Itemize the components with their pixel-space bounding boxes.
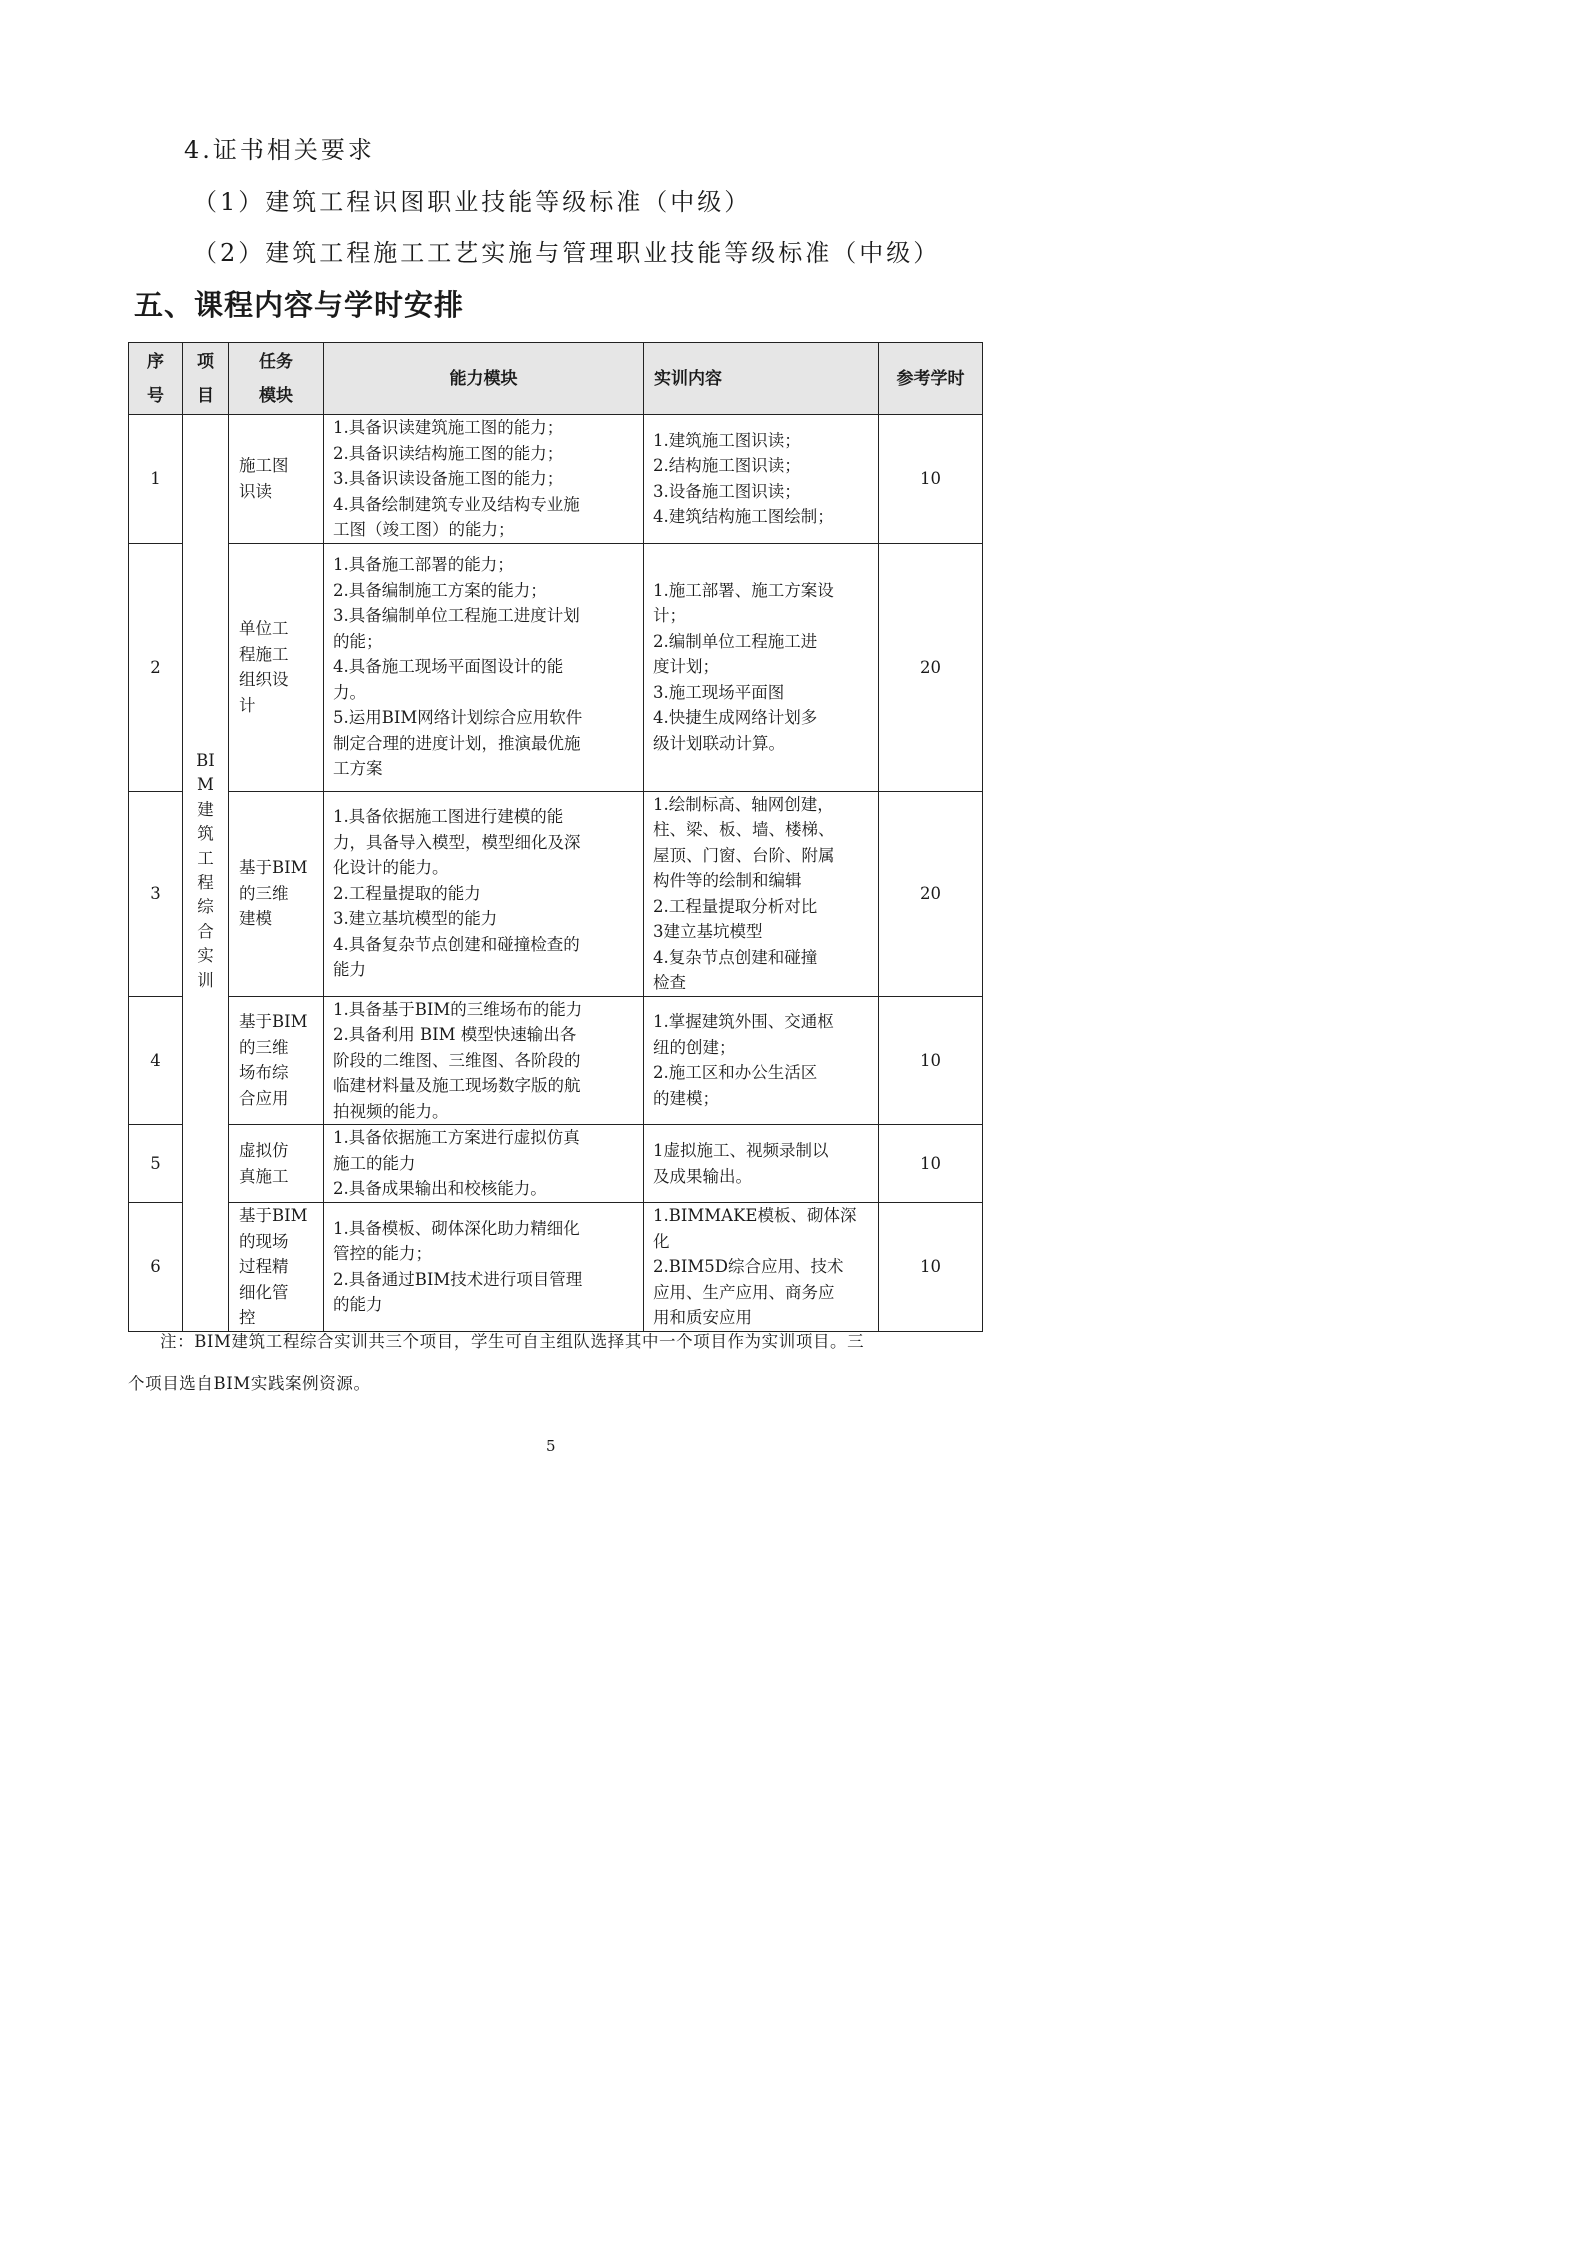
ability-line: 1.具备识读建筑施工图的能力； [333,418,564,437]
header-ability-label: 能力模块 [449,368,518,389]
content-line: 计； [653,606,686,626]
content-line: 3建立基坑模型 [653,922,763,941]
row-hours: 10 [879,1125,983,1203]
ability-line: 力，具备导入模型，模型细化及深 [333,832,581,852]
content-line: 柱、梁、板、墙、楼梯、 [653,820,835,839]
ability-line: 力。 [333,682,366,702]
ability-line: 1.具备依据施工方案进行虚拟仿真 [333,1128,580,1148]
content-line: 应用、生产应用、商务应 [653,1282,835,1302]
task-line: 的现场 [239,1231,289,1251]
content-line: 4.复杂节点创建和碰撞 [653,947,818,967]
ability-line: 1.具备依据施工图进行建模的能 [333,807,564,827]
row-ability [324,415,644,544]
page-number: 5 [546,1437,556,1455]
row-ability [324,1203,644,1332]
row-task [229,996,324,1125]
task-line: 基于BIM [239,858,308,878]
row-ability [324,791,644,996]
task-line: 场布综 [239,1063,289,1083]
header-seq-line: 序 [147,351,164,372]
content-line: 2.结构施工图识读； [653,456,801,476]
table-row [129,543,983,791]
task-line: 虚拟仿 [239,1141,289,1160]
row-content [644,415,879,544]
project-cell [183,415,229,1332]
row-task [229,1125,324,1203]
row-seq: 4 [129,996,183,1125]
header-task-line: 模块 [259,385,293,406]
header-hours-label: 参考学时 [896,368,965,389]
table-row [129,996,983,1125]
cert-item-2: （2）建筑工程施工工艺实施与管理职业技能等级标准（中级） [193,239,941,267]
header-content-label: 实训内容 [654,368,722,389]
ability-line: 2.具备成果输出和校核能力。 [333,1179,547,1199]
ability-line: 2.具备识读结构施工图的能力； [333,443,564,463]
task-line: 单位工 [239,619,289,638]
task-line: 控 [239,1308,256,1327]
ability-line: 4.具备复杂节点创建和碰撞检查的 [333,934,580,954]
row-ability [324,996,644,1125]
row-hours: 20 [879,543,983,791]
header-hours [879,343,983,415]
ability-line: 4.具备绘制建筑专业及结构专业施 [333,494,580,514]
header-ability [324,343,644,415]
content-line: 1虚拟施工、视频录制以 [653,1141,829,1160]
content-line: 3.施工现场平面图 [653,682,785,702]
task-line: 识读 [239,481,272,501]
table-note-line-1: 注：BIM建筑工程综合实训共三个项目，学生可自主组队选择其中一个项目作为实训项目。三 [160,1332,865,1351]
ability-line: 能力 [333,960,366,980]
content-line: 2.施工区和办公生活区 [653,1063,818,1083]
row-ability [324,1125,644,1203]
task-line: 基于BIM [239,1012,308,1032]
content-line: 4.快捷生成网络计划多 [653,708,818,728]
ability-line: 2.工程量提取的能力 [333,883,481,903]
header-task [229,343,324,415]
ability-line: 1.具备基于BIM的三维场布的能力 [333,999,583,1019]
row-content [644,1125,879,1203]
row-seq: 2 [129,543,183,791]
content-line: 3.设备施工图识读； [653,481,801,501]
section-title: 五、课程内容与学时安排 [134,288,465,322]
content-line: 及成果输出。 [653,1166,752,1186]
row-content [644,1203,879,1332]
header-task-line: 任务 [259,351,293,372]
ability-line: 3.建立基坑模型的能力 [333,909,498,929]
row-seq: 1 [129,415,183,544]
row-hours: 10 [879,996,983,1125]
row-task [229,543,324,791]
ability-line: 临建材料量及施工现场数字版的航 [333,1076,581,1095]
row-task [229,1203,324,1332]
row-task [229,415,324,544]
ability-line: 工方案 [333,759,383,779]
ability-line: 的能； [333,631,383,651]
ability-line: 拍视频的能力。 [333,1101,449,1121]
task-line: 真施工 [239,1166,289,1186]
row-content [644,543,879,791]
project-name: BIM建筑工程综合实训 [196,751,215,990]
row-content [644,791,879,996]
task-line: 计 [239,695,256,715]
content-line: 级计划联动计算。 [653,733,785,753]
row-hours: 10 [879,415,983,544]
content-line: 2.工程量提取分析对比 [653,896,818,916]
task-line: 基于BIM [239,1206,308,1225]
ability-line: 3.具备编制单位工程施工进度计划 [333,606,580,626]
ability-line: 2.具备编制施工方案的能力； [333,580,547,600]
row-seq: 6 [129,1203,183,1332]
ability-line: 化设计的能力。 [333,858,449,878]
ability-line: 2.具备通过BIM技术进行项目管理 [333,1269,583,1289]
ability-line: 施工的能力 [333,1153,416,1173]
ability-line: 阶段的二维图、三维图、各阶段的 [333,1050,581,1070]
course-schedule-table [128,342,983,1332]
task-line: 施工图 [239,456,289,476]
content-line: 的建模； [653,1088,719,1108]
content-line: 化 [653,1231,670,1251]
content-line: 屋顶、门窗、台阶、附属 [653,845,835,865]
row-hours: 10 [879,1203,983,1332]
task-line: 过程精 [239,1257,289,1276]
content-line: 2.BIM5D综合应用、技术 [653,1257,844,1276]
content-line: 4.建筑结构施工图绘制； [653,507,834,527]
task-line: 建模 [239,909,272,929]
header-project-line: 目 [197,385,214,406]
header-seq [129,343,183,415]
header-content [644,343,879,415]
content-line: 1.绘制标高、轴网创建， [653,794,834,814]
ability-line: 4.具备施工现场平面图设计的能 [333,657,564,677]
table-header-row [129,343,983,415]
table-row [129,791,983,996]
table-row [129,1203,983,1332]
content-line: 1.BIMMAKE模板、砌体深 [653,1206,857,1225]
content-line: 1.建筑施工图识读； [653,430,801,450]
row-task [229,791,324,996]
row-seq: 5 [129,1125,183,1203]
ability-line: 2.具备利用 BIM 模型快速输出各 [333,1025,577,1044]
ability-line: 工图（竣工图）的能力； [333,520,515,539]
row-seq: 3 [129,791,183,996]
header-project [183,343,229,415]
row-ability [324,543,644,791]
task-line: 的三维 [239,1037,289,1057]
ability-line: 制定合理的进度计划，推演最优施 [333,733,581,753]
table-row [129,415,983,544]
table-row [129,1125,983,1203]
header-project-line: 项 [197,351,214,372]
ability-line: 3.具备识读设备施工图的能力； [333,469,564,488]
task-line: 的三维 [239,883,289,903]
content-line: 度计划； [653,657,719,677]
task-line: 合应用 [239,1088,289,1108]
ability-line: 的能力 [333,1295,383,1315]
content-line: 检查 [653,973,686,992]
row-content [644,996,879,1125]
ability-line: 1.具备施工部署的能力； [333,555,514,575]
table-note-line-2: 个项目选自BIM实践案例资源。 [128,1374,371,1393]
row-hours: 20 [879,791,983,996]
header-seq-line: 号 [147,385,164,406]
ability-line: 管控的能力； [333,1244,432,1264]
content-line: 1.掌握建筑外围、交通枢 [653,1012,834,1032]
task-line: 组织设 [239,670,289,689]
cert-requirements-heading: 4.证书相关要求 [184,136,375,164]
content-line: 2.编制单位工程施工进 [653,631,818,651]
content-line: 1.施工部署、施工方案设 [653,580,834,600]
content-line: 用和质安应用 [653,1308,752,1327]
ability-line: 1.具备模板、砌体深化助力精细化 [333,1218,580,1238]
task-line: 程施工 [239,644,289,664]
content-line: 纽的创建； [653,1037,736,1057]
cert-item-1: （1）建筑工程识图职业技能等级标准（中级） [193,188,752,216]
ability-line: 5.运用BIM网络计划综合应用软件 [333,708,583,728]
content-line: 构件等的绘制和编辑 [653,871,802,890]
task-line: 细化管 [239,1282,289,1302]
